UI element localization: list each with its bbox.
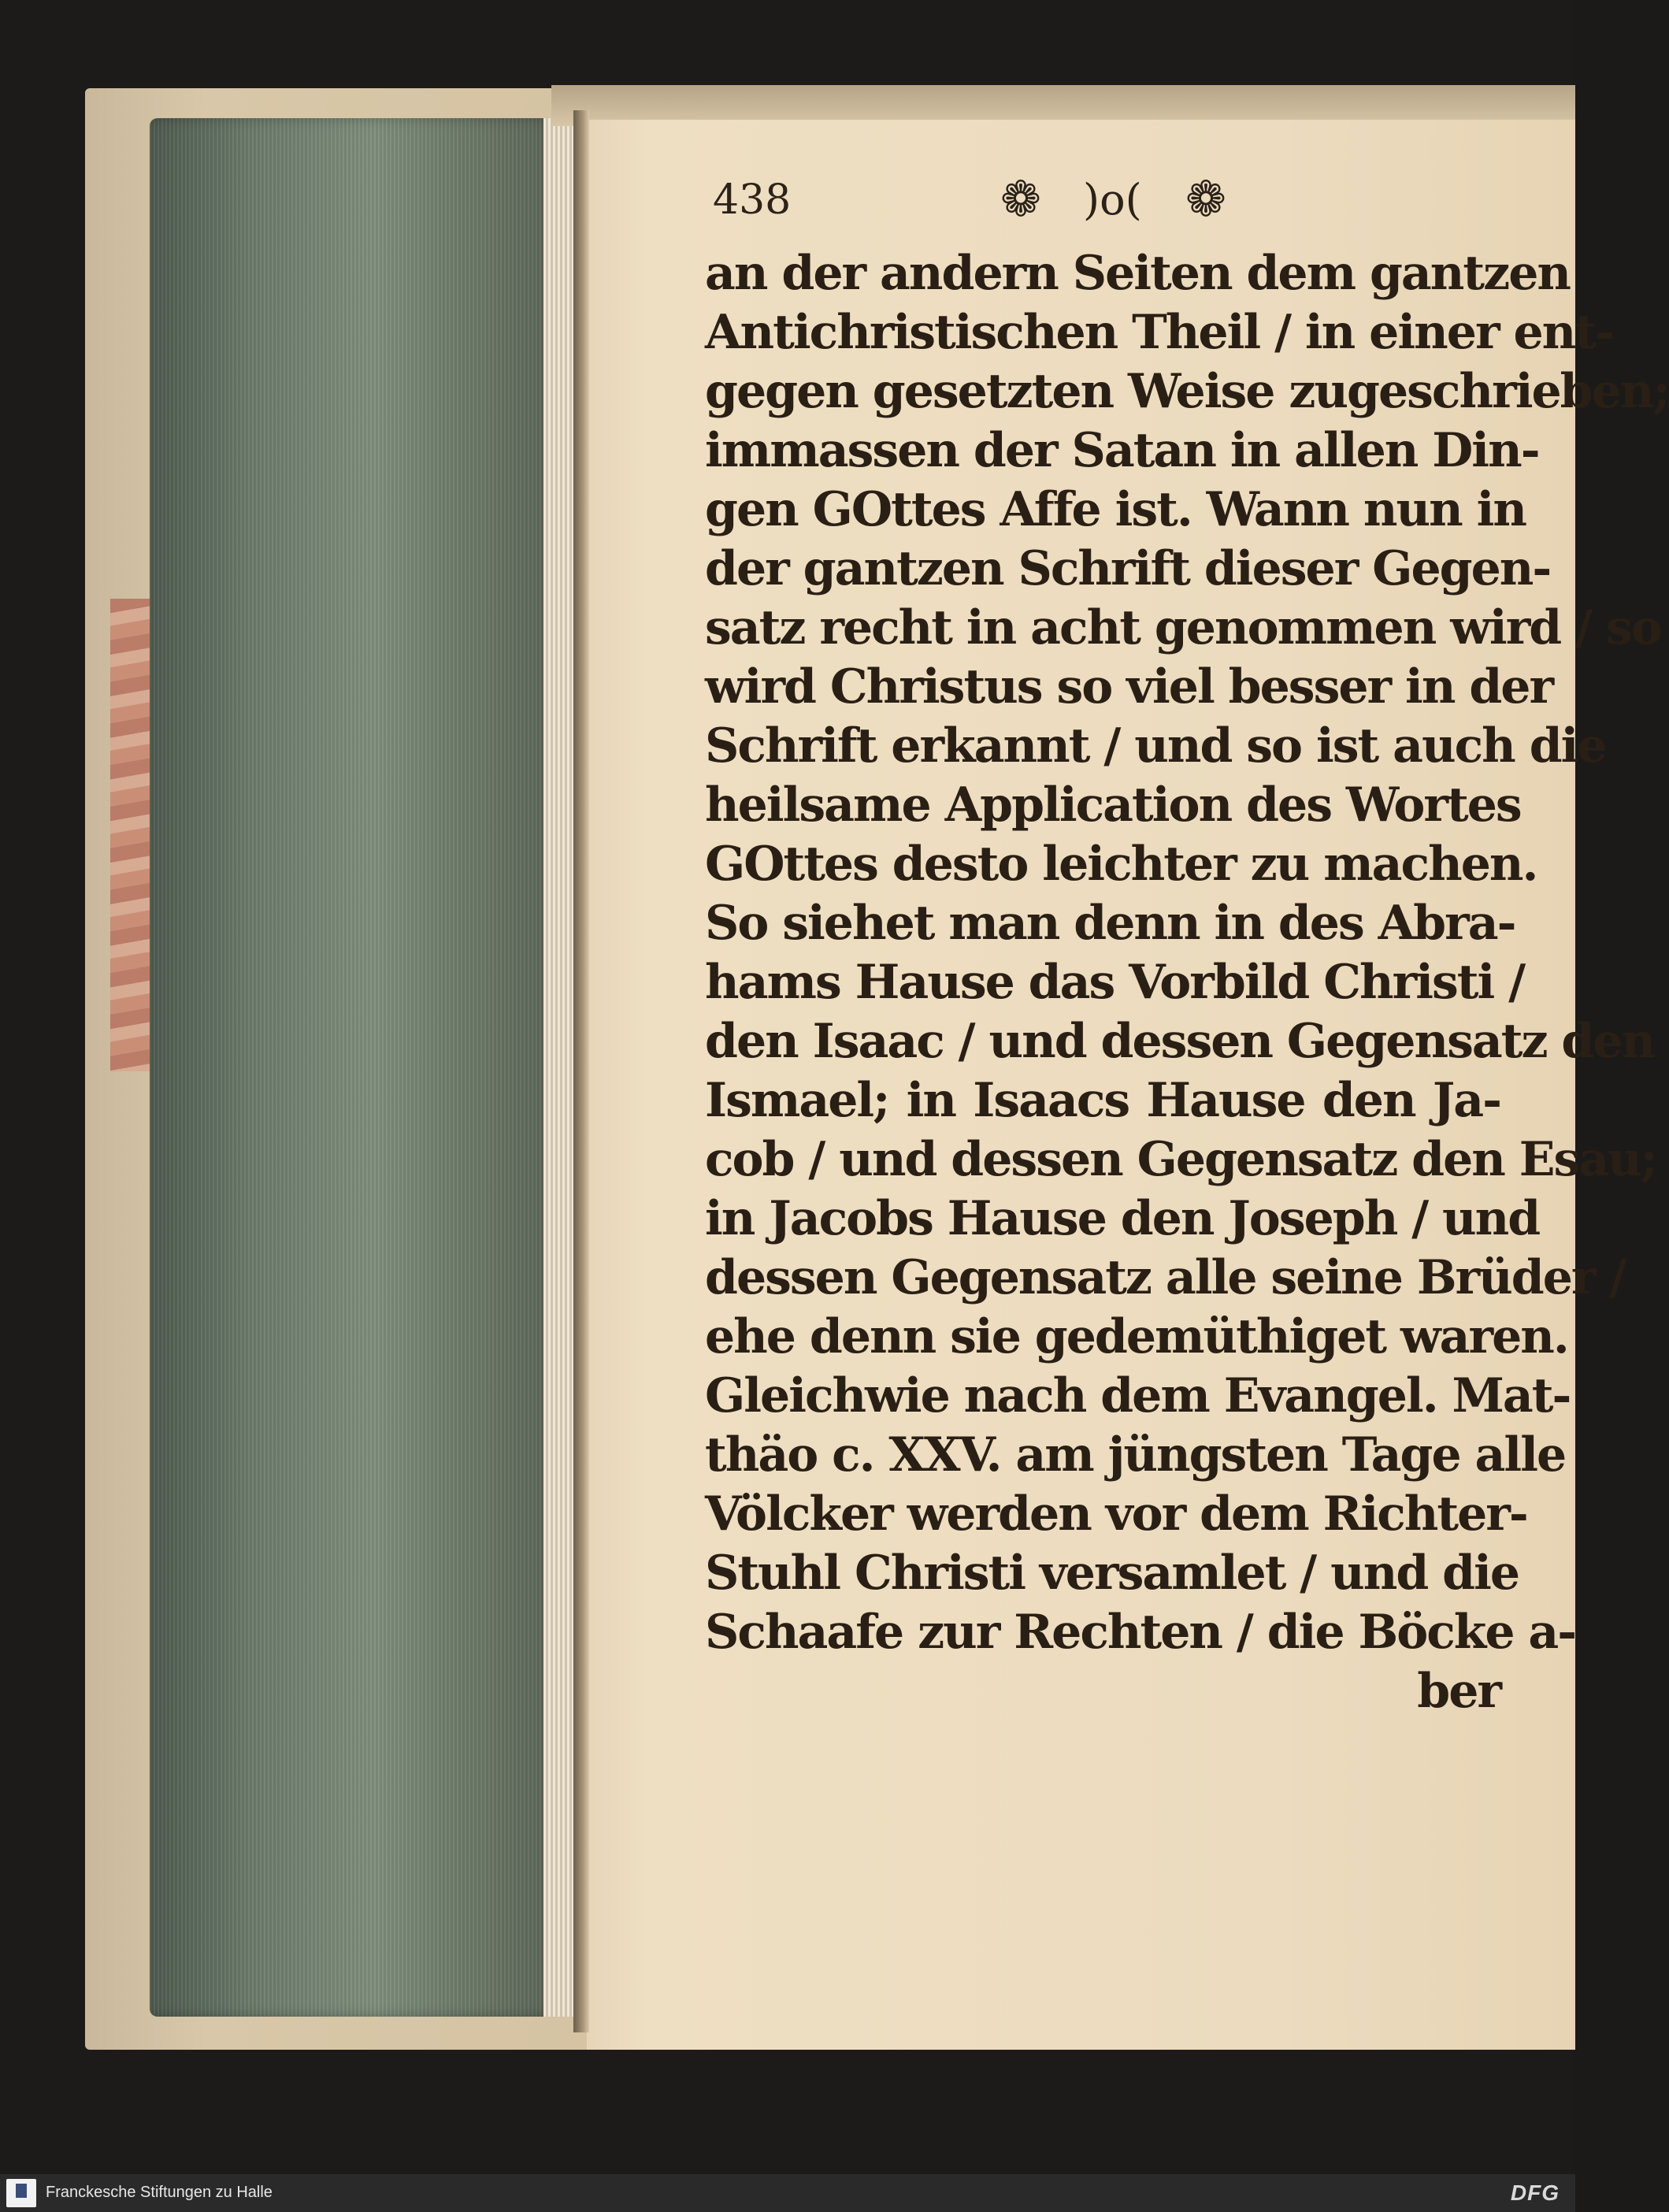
catchword: ber: [1417, 1664, 1500, 1719]
text-line: cob / und dessen Gegensatz den Esau;: [705, 1132, 1656, 1187]
text-line: hams Hause das Vorbild Christi /: [705, 955, 1525, 1010]
flower-ornament-icon: ❁: [1000, 170, 1041, 228]
text-line: gen GOttes Affe ist. Wann nun in: [705, 482, 1526, 537]
text-line: in Jacobs Hause den Joseph / und: [705, 1191, 1540, 1246]
text-line: satz recht in acht genommen wird / so: [705, 600, 1661, 655]
text-line: Stuhl Christi versamlet / und die: [705, 1546, 1519, 1601]
text-line: der gantzen Schrift dieser Gegen-: [705, 541, 1551, 596]
institution-label: Franckesche Stiftungen zu Halle: [46, 2184, 273, 2201]
text-line: dessen Gegensatz alle seine Brüder /: [705, 1250, 1626, 1305]
text-line: Gleichwie nach dem Evangel. Mat-: [705, 1368, 1571, 1423]
book-gutter: [573, 110, 589, 2032]
text-line: wird Christus so viel besser in der: [705, 659, 1553, 714]
text-line: immassen der Satan in allen Din-: [705, 423, 1539, 478]
text-line: So siehet man denn in des Abra-: [705, 896, 1515, 951]
text-line: den Isaac / und dessen Gegensatz den: [705, 1014, 1655, 1069]
page-stack-edges: [543, 118, 575, 2017]
text-line: an der andern Seiten dem gantzen: [705, 246, 1571, 301]
page-body-text: [705, 244, 1669, 1721]
text-line: Antichristischen Theil / in einer ent-: [705, 305, 1613, 360]
text-line: Ismael; in Isaacs Hause den Ja-: [705, 1073, 1500, 1128]
text-line: heilsame Application des Wortes: [705, 778, 1521, 833]
text-line: Schaafe zur Rechten / die Böcke a-: [705, 1605, 1576, 1660]
dfg-logo: DFG: [1510, 2180, 1560, 2205]
text-line: ehe denn sie gedemüthiget waren.: [705, 1309, 1568, 1364]
center-ornament: )o(: [1083, 175, 1142, 225]
footer-bar: [0, 2174, 1575, 2212]
text-line: GOttes desto leichter zu machen.: [705, 837, 1537, 892]
text-line: gegen gesetzten Weise zugeschrieben;: [705, 364, 1669, 419]
text-line: thäo c. XXV. am jüngsten Tage alle: [705, 1427, 1566, 1483]
text-line: Völcker werden vor dem Richter-: [705, 1486, 1527, 1542]
institution-logo-icon: [6, 2179, 36, 2207]
page-number: 438: [713, 176, 792, 224]
page-stack-fore-edge: [150, 118, 559, 2017]
flower-ornament-icon: ❁: [1185, 170, 1226, 228]
page-header: [713, 170, 1508, 238]
text-line: Schrift erkannt / und so ist auch die: [705, 718, 1606, 774]
